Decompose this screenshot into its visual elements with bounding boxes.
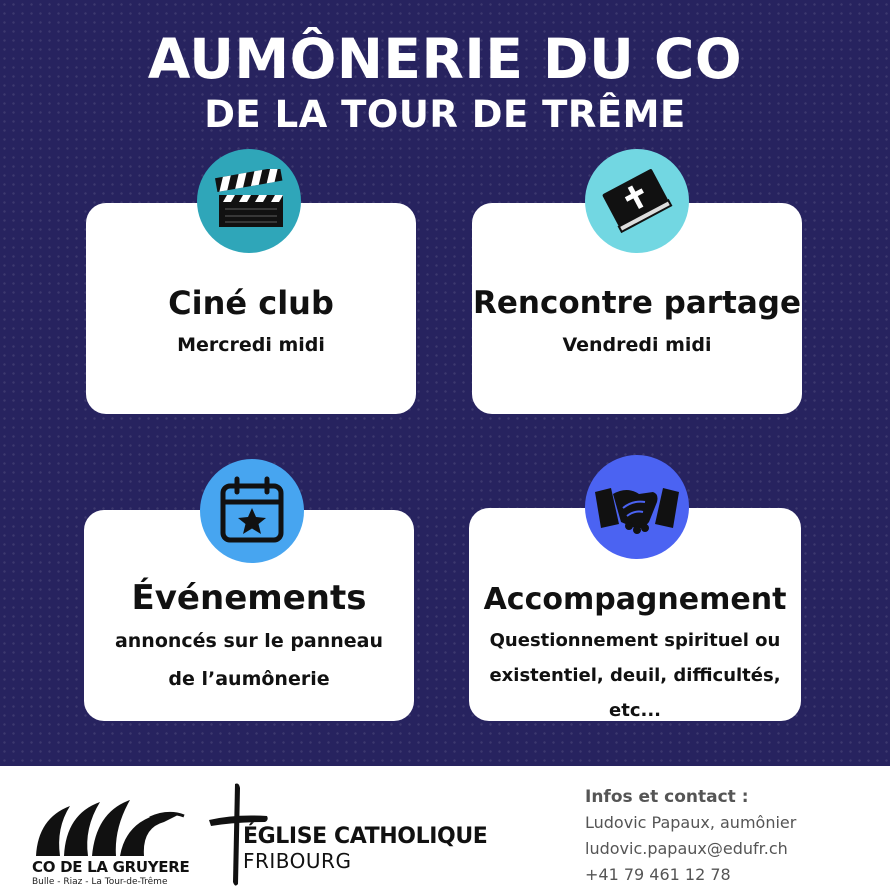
church-name-line2: FRIBOURG [243, 849, 352, 873]
contact-email: ludovic.papaux@edufr.ch [585, 839, 788, 858]
card-title: Ciné club [168, 284, 334, 322]
poster-title-line1: AUMÔNERIE DU CO [147, 27, 743, 91]
school-logo-towns: Bulle - Riaz - La Tour-de-Trême [32, 877, 168, 887]
bible-icon [585, 149, 689, 253]
clapperboard-icon [197, 149, 301, 253]
card-subtitle: Vendredi midi [562, 334, 712, 356]
footer [0, 766, 890, 893]
card-title: Rencontre partage [473, 285, 801, 321]
card-subtitle-line3: etc... [609, 700, 661, 721]
handshake-icon [585, 455, 689, 559]
contact-title: Infos et contact : [585, 787, 749, 807]
card-subtitle-line1: annoncés sur le panneau [114, 630, 384, 652]
school-logo-name: CO DE LA GRUYERE [32, 858, 190, 876]
contact-name: Ludovic Papaux, aumônier [585, 813, 797, 832]
card-subtitle-line2: existentiel, deuil, difficultés, [489, 665, 781, 686]
card-subtitle: Mercredi midi [177, 334, 325, 356]
church-name-line1: ÉGLISE CATHOLIQUE [243, 824, 488, 849]
card-subtitle-line2: de l’aumônerie [168, 668, 330, 690]
contact-block [585, 784, 796, 888]
card-subtitle-line1: Questionnement spirituel ou [489, 630, 781, 651]
contact-phone: +41 79 461 12 78 [585, 865, 731, 884]
card-title: Événements [131, 578, 367, 618]
poster-title-line2: DE LA TOUR DE TRÊME [204, 93, 686, 136]
card-title: Accompagnement [483, 582, 787, 617]
calendar-star-icon [200, 459, 304, 563]
